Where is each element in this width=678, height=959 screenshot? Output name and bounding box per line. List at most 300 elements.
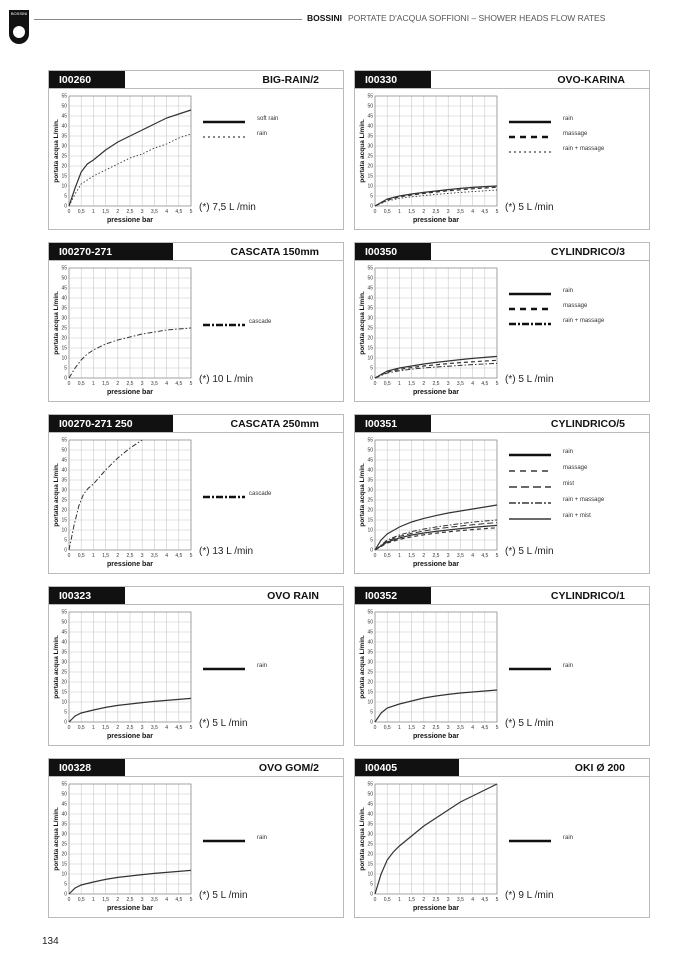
flow-rate-note: (*) 5 L /min (199, 718, 248, 729)
flow-rate-note: (*) 10 L /min (199, 374, 254, 385)
y-tick-label: 35 (367, 477, 373, 484)
panel-header (49, 759, 343, 777)
legend-swatch (505, 147, 555, 157)
x-tick-label: 4,5 (481, 897, 489, 903)
x-tick-label: 2 (422, 725, 426, 731)
legend-swatch (199, 132, 249, 142)
x-tick-label: 2,5 (432, 725, 440, 731)
legend-label: rain (257, 663, 268, 669)
y-tick-label: 10 (61, 699, 67, 706)
x-tick-label: 1 (398, 209, 401, 215)
chart-panel (48, 70, 344, 230)
legend-swatch (505, 482, 555, 492)
y-tick-label: 50 (367, 619, 373, 626)
y-tick-label: 30 (367, 831, 373, 838)
x-tick-label: 1,5 (102, 725, 110, 731)
x-tick-label: 2,5 (126, 209, 134, 215)
x-tick-label: 4 (165, 897, 168, 903)
x-tick-label: 3 (446, 897, 450, 903)
x-tick-label: 5 (495, 725, 499, 731)
x-axis-label: pressione bar (107, 389, 153, 396)
x-axis-label: pressione bar (107, 561, 153, 568)
y-tick-label: 35 (367, 133, 373, 140)
x-tick-label: 3 (140, 553, 144, 559)
x-tick-label: 2 (422, 209, 426, 215)
y-axis-label: portata acqua L/min. (53, 463, 60, 527)
legend-swatch (505, 304, 555, 314)
chart-panel (48, 414, 344, 574)
product-name: BIG-RAIN/2 (262, 74, 319, 86)
y-tick-label: 45 (61, 113, 67, 120)
x-tick-label: 5 (495, 209, 499, 215)
y-tick-label: 5 (64, 709, 67, 716)
y-tick-label: 20 (61, 851, 67, 858)
x-tick-label: 3,5 (150, 897, 158, 903)
y-tick-label: 50 (61, 447, 67, 454)
product-code: I00350 (355, 243, 431, 261)
y-tick-label: 15 (61, 173, 67, 180)
legend-label: rain (563, 449, 574, 455)
y-tick-label: 55 (367, 93, 373, 100)
y-tick-label: 0 (370, 891, 373, 898)
y-tick-label: 0 (64, 375, 67, 382)
chart-grid (375, 96, 497, 206)
x-axis-label: pressione bar (413, 733, 459, 740)
y-tick-label: 40 (61, 467, 67, 474)
legend-item (505, 286, 574, 296)
legend-label: massage (563, 131, 588, 137)
legend-swatch (505, 132, 555, 142)
x-tick-label: 0 (67, 553, 71, 559)
y-tick-label: 50 (367, 275, 373, 282)
y-tick-label: 20 (367, 335, 373, 342)
y-tick-label: 45 (61, 629, 67, 636)
x-tick-label: 0 (373, 209, 377, 215)
y-tick-label: 30 (61, 143, 67, 150)
panel-header (355, 71, 649, 89)
x-tick-label: 1 (92, 381, 95, 387)
flow-rate-chart (49, 777, 199, 918)
product-code: I00270-271 250 (49, 415, 173, 433)
x-tick-label: 2,5 (126, 897, 134, 903)
y-tick-label: 50 (367, 103, 373, 110)
y-tick-label: 55 (367, 609, 373, 616)
y-tick-label: 20 (367, 679, 373, 686)
x-tick-label: 0 (373, 553, 377, 559)
product-name: CASCATA 150mm (230, 246, 319, 258)
y-tick-label: 0 (64, 891, 67, 898)
flow-rate-chart (355, 433, 505, 574)
x-tick-label: 2 (422, 553, 426, 559)
flow-rate-chart (355, 777, 505, 918)
chart-grid (69, 440, 191, 550)
x-tick-label: 4 (471, 553, 474, 559)
y-tick-label: 20 (61, 163, 67, 170)
flow-rate-chart (49, 433, 199, 574)
y-tick-label: 10 (61, 527, 67, 534)
y-tick-label: 45 (61, 801, 67, 808)
y-tick-label: 55 (367, 265, 373, 272)
x-tick-label: 1,5 (408, 897, 416, 903)
panel-header (49, 243, 343, 261)
y-tick-label: 0 (370, 719, 373, 726)
chart-grid (69, 268, 191, 378)
x-tick-label: 3 (446, 381, 450, 387)
flow-rate-chart (49, 605, 199, 746)
product-name: CYLINDRICO/5 (550, 418, 625, 430)
x-tick-label: 2,5 (432, 553, 440, 559)
legend-swatch (199, 492, 249, 502)
header-rule (34, 19, 302, 20)
x-tick-label: 1 (92, 897, 95, 903)
y-tick-label: 25 (367, 325, 373, 332)
y-tick-label: 50 (367, 447, 373, 454)
legend-label: rain (257, 835, 268, 841)
panel-header (355, 759, 649, 777)
x-tick-label: 2,5 (432, 209, 440, 215)
flow-rate-chart (49, 261, 199, 402)
legend-item (505, 301, 588, 311)
x-tick-label: 4,5 (175, 209, 183, 215)
legend-swatch (505, 466, 555, 476)
y-axis-label: portata acqua L/min. (359, 463, 366, 527)
panel-header (355, 415, 649, 433)
x-tick-label: 2 (116, 897, 120, 903)
y-tick-label: 30 (61, 487, 67, 494)
y-tick-label: 0 (370, 203, 373, 210)
legend-item (505, 114, 574, 124)
x-tick-label: 2,5 (126, 553, 134, 559)
x-tick-label: 1,5 (102, 553, 110, 559)
legend-label: soft rain (257, 116, 279, 122)
y-tick-label: 45 (367, 457, 373, 464)
y-tick-label: 10 (367, 355, 373, 362)
x-tick-label: 2 (116, 553, 120, 559)
x-axis-label: pressione bar (413, 905, 459, 912)
legend-item (505, 144, 605, 154)
y-axis-label: portata acqua L/min. (53, 291, 60, 355)
y-tick-label: 25 (61, 325, 67, 332)
x-tick-label: 5 (189, 381, 193, 387)
legend-swatch (505, 289, 555, 299)
y-tick-label: 30 (61, 659, 67, 666)
x-tick-label: 0,5 (77, 897, 85, 903)
y-tick-label: 0 (370, 547, 373, 554)
x-tick-label: 3,5 (456, 725, 464, 731)
x-tick-label: 5 (189, 897, 193, 903)
chart-grid (69, 612, 191, 722)
y-tick-label: 30 (367, 659, 373, 666)
x-axis-label: pressione bar (413, 217, 459, 224)
x-axis-label: pressione bar (413, 389, 459, 396)
y-tick-label: 40 (61, 295, 67, 302)
x-tick-label: 4 (165, 725, 168, 731)
y-tick-label: 20 (61, 679, 67, 686)
x-tick-label: 0,5 (77, 209, 85, 215)
chart-panel (354, 242, 650, 402)
y-tick-label: 20 (367, 507, 373, 514)
y-tick-label: 20 (61, 507, 67, 514)
x-tick-label: 4 (165, 553, 168, 559)
x-tick-label: 4,5 (175, 897, 183, 903)
y-tick-label: 50 (61, 791, 67, 798)
panel-header (355, 243, 649, 261)
legend-label: massage (563, 303, 588, 309)
y-tick-label: 45 (367, 285, 373, 292)
y-axis-label: portata acqua L/min. (53, 119, 60, 183)
y-tick-label: 5 (64, 193, 67, 200)
flow-rate-note: (*) 5 L /min (505, 202, 554, 213)
x-tick-label: 4 (471, 209, 474, 215)
chart-panel (354, 414, 650, 574)
y-tick-label: 25 (367, 669, 373, 676)
x-tick-label: 1 (92, 553, 95, 559)
x-tick-label: 0,5 (383, 553, 391, 559)
legend-item (199, 489, 272, 499)
y-axis-label: portata acqua L/min. (359, 807, 366, 871)
product-name: CASCATA 250mm (230, 418, 319, 430)
y-tick-label: 30 (367, 143, 373, 150)
y-tick-label: 15 (61, 345, 67, 352)
logo-text: BOSSINI (10, 11, 28, 16)
product-name: OVO-KARINA (557, 74, 625, 86)
y-tick-label: 25 (367, 841, 373, 848)
legend-swatch (505, 117, 555, 127)
product-code: I00330 (355, 71, 431, 89)
y-tick-label: 5 (370, 365, 373, 372)
x-tick-label: 3 (446, 725, 450, 731)
flow-rate-chart (355, 89, 505, 230)
legend-swatch (199, 320, 249, 330)
x-tick-label: 3,5 (150, 553, 158, 559)
flow-rate-note: (*) 5 L /min (199, 890, 248, 901)
y-tick-label: 25 (61, 153, 67, 160)
x-tick-label: 4 (471, 725, 474, 731)
y-tick-label: 10 (367, 183, 373, 190)
y-tick-label: 50 (367, 791, 373, 798)
y-tick-label: 40 (367, 639, 373, 646)
x-tick-label: 0 (373, 897, 377, 903)
y-tick-label: 25 (61, 669, 67, 676)
x-tick-label: 2 (422, 897, 426, 903)
x-tick-label: 2,5 (126, 725, 134, 731)
x-tick-label: 3 (140, 897, 144, 903)
legend-label: rain + massage (563, 497, 605, 503)
y-tick-label: 45 (367, 629, 373, 636)
logo-circle (13, 26, 25, 38)
legend-label: massage (563, 465, 588, 471)
y-tick-label: 0 (64, 547, 67, 554)
header-brand: BOSSINI (307, 13, 342, 23)
y-tick-label: 35 (61, 649, 67, 656)
legend-item (199, 833, 268, 843)
legend-item (505, 479, 574, 489)
y-tick-label: 30 (367, 487, 373, 494)
x-tick-label: 2,5 (126, 381, 134, 387)
legend-item (505, 833, 574, 843)
product-code: I00352 (355, 587, 431, 605)
product-code: I00351 (355, 415, 431, 433)
y-tick-label: 40 (61, 639, 67, 646)
y-tick-label: 30 (61, 831, 67, 838)
flow-rate-note: (*) 5 L /min (505, 718, 554, 729)
y-tick-label: 35 (61, 133, 67, 140)
product-code: I00260 (49, 71, 125, 89)
y-tick-label: 25 (367, 497, 373, 504)
y-tick-label: 35 (61, 477, 67, 484)
y-tick-label: 40 (367, 123, 373, 130)
legend-label: mist (563, 481, 574, 487)
x-tick-label: 4 (165, 209, 168, 215)
x-tick-label: 3,5 (456, 553, 464, 559)
y-tick-label: 10 (61, 871, 67, 878)
product-code: I00405 (355, 759, 459, 777)
x-tick-label: 2,5 (432, 381, 440, 387)
legend-label: rain + massage (563, 318, 605, 324)
x-axis-label: pressione bar (107, 733, 153, 740)
x-tick-label: 0 (67, 209, 71, 215)
x-tick-label: 3 (140, 725, 144, 731)
x-tick-label: 0 (67, 897, 71, 903)
y-tick-label: 15 (367, 173, 373, 180)
y-tick-label: 10 (61, 183, 67, 190)
y-tick-label: 10 (367, 527, 373, 534)
y-tick-label: 30 (367, 315, 373, 322)
x-tick-label: 0,5 (77, 725, 85, 731)
product-code: I00270-271 (49, 243, 173, 261)
y-tick-label: 10 (367, 871, 373, 878)
y-tick-label: 35 (367, 305, 373, 312)
x-tick-label: 3 (446, 553, 450, 559)
chart-grid (375, 784, 497, 894)
legend-label: rain + massage (563, 146, 605, 152)
y-tick-label: 20 (367, 163, 373, 170)
product-name: OVO GOM/2 (258, 762, 319, 774)
x-tick-label: 5 (189, 553, 193, 559)
legend-swatch (199, 117, 249, 127)
y-tick-label: 55 (61, 93, 67, 100)
y-tick-label: 0 (64, 203, 67, 210)
legend-item (505, 661, 574, 671)
flow-rate-chart (355, 261, 505, 402)
y-tick-label: 25 (61, 497, 67, 504)
y-axis-label: portata acqua L/min. (359, 119, 366, 183)
y-tick-label: 5 (64, 881, 67, 888)
bossini-logo (9, 10, 29, 44)
legend-item (199, 317, 272, 327)
y-tick-label: 50 (61, 103, 67, 110)
y-tick-label: 30 (61, 315, 67, 322)
y-tick-label: 10 (61, 355, 67, 362)
y-tick-label: 35 (367, 821, 373, 828)
x-axis-label: pressione bar (413, 561, 459, 568)
x-tick-label: 1 (398, 897, 401, 903)
legend-item (505, 463, 588, 473)
y-tick-label: 5 (370, 709, 373, 716)
y-tick-label: 50 (61, 619, 67, 626)
flow-rate-note: (*) 7,5 L /min (199, 202, 256, 213)
x-tick-label: 3,5 (150, 209, 158, 215)
panel-header (355, 587, 649, 605)
x-tick-label: 4,5 (481, 725, 489, 731)
y-tick-label: 20 (367, 851, 373, 858)
x-tick-label: 3,5 (150, 381, 158, 387)
x-axis-label: pressione bar (107, 217, 153, 224)
x-tick-label: 3 (140, 381, 144, 387)
y-tick-label: 55 (61, 437, 67, 444)
product-name: OVO RAIN (267, 590, 319, 602)
legend-swatch (199, 836, 249, 846)
y-tick-label: 45 (61, 457, 67, 464)
x-tick-label: 2 (116, 725, 120, 731)
x-tick-label: 5 (495, 553, 499, 559)
chart-panel (354, 758, 650, 918)
y-tick-label: 15 (367, 689, 373, 696)
y-tick-label: 15 (367, 861, 373, 868)
chart-grid (69, 96, 191, 206)
y-tick-label: 5 (370, 537, 373, 544)
flow-rate-note: (*) 13 L /min (199, 546, 254, 557)
x-tick-label: 1 (92, 725, 95, 731)
x-tick-label: 3,5 (456, 209, 464, 215)
x-tick-label: 4,5 (175, 553, 183, 559)
x-tick-label: 3,5 (456, 897, 464, 903)
panel-header (49, 71, 343, 89)
y-tick-label: 25 (367, 153, 373, 160)
legend-item (505, 129, 588, 139)
flow-rate-chart (49, 89, 199, 230)
y-tick-label: 15 (61, 517, 67, 524)
x-tick-label: 0,5 (383, 897, 391, 903)
x-tick-label: 2 (422, 381, 426, 387)
y-tick-label: 45 (61, 285, 67, 292)
x-tick-label: 3,5 (456, 381, 464, 387)
x-tick-label: 1 (398, 381, 401, 387)
x-tick-label: 5 (495, 897, 499, 903)
y-tick-label: 5 (370, 193, 373, 200)
header-subtitle: PORTATE D'ACQUA SOFFIONI – SHOWER HEADS FLOW RATES (347, 13, 606, 23)
legend-item (199, 129, 268, 139)
product-code: I00328 (49, 759, 125, 777)
legend-item (199, 661, 268, 671)
x-tick-label: 3 (446, 209, 450, 215)
x-tick-label: 4,5 (481, 381, 489, 387)
panel-header (49, 415, 343, 433)
legend-item (505, 511, 591, 521)
x-tick-label: 0,5 (383, 381, 391, 387)
flow-rate-note: (*) 5 L /min (505, 546, 554, 557)
chart-panel (48, 758, 344, 918)
x-tick-label: 0,5 (383, 209, 391, 215)
x-tick-label: 0 (373, 381, 377, 387)
x-tick-label: 5 (189, 725, 193, 731)
legend-swatch (505, 319, 555, 329)
x-tick-label: 0,5 (383, 725, 391, 731)
x-tick-label: 4 (165, 381, 168, 387)
y-tick-label: 5 (64, 365, 67, 372)
x-tick-label: 1,5 (408, 381, 416, 387)
x-tick-label: 1,5 (408, 725, 416, 731)
y-tick-label: 55 (61, 265, 67, 272)
x-tick-label: 4,5 (175, 381, 183, 387)
x-tick-label: 4,5 (481, 209, 489, 215)
x-tick-label: 0 (373, 725, 377, 731)
y-tick-label: 0 (64, 719, 67, 726)
x-tick-label: 2 (116, 209, 120, 215)
x-tick-label: 3 (140, 209, 144, 215)
legend-label: cascade (249, 491, 272, 497)
flow-rate-note: (*) 5 L /min (505, 374, 554, 385)
